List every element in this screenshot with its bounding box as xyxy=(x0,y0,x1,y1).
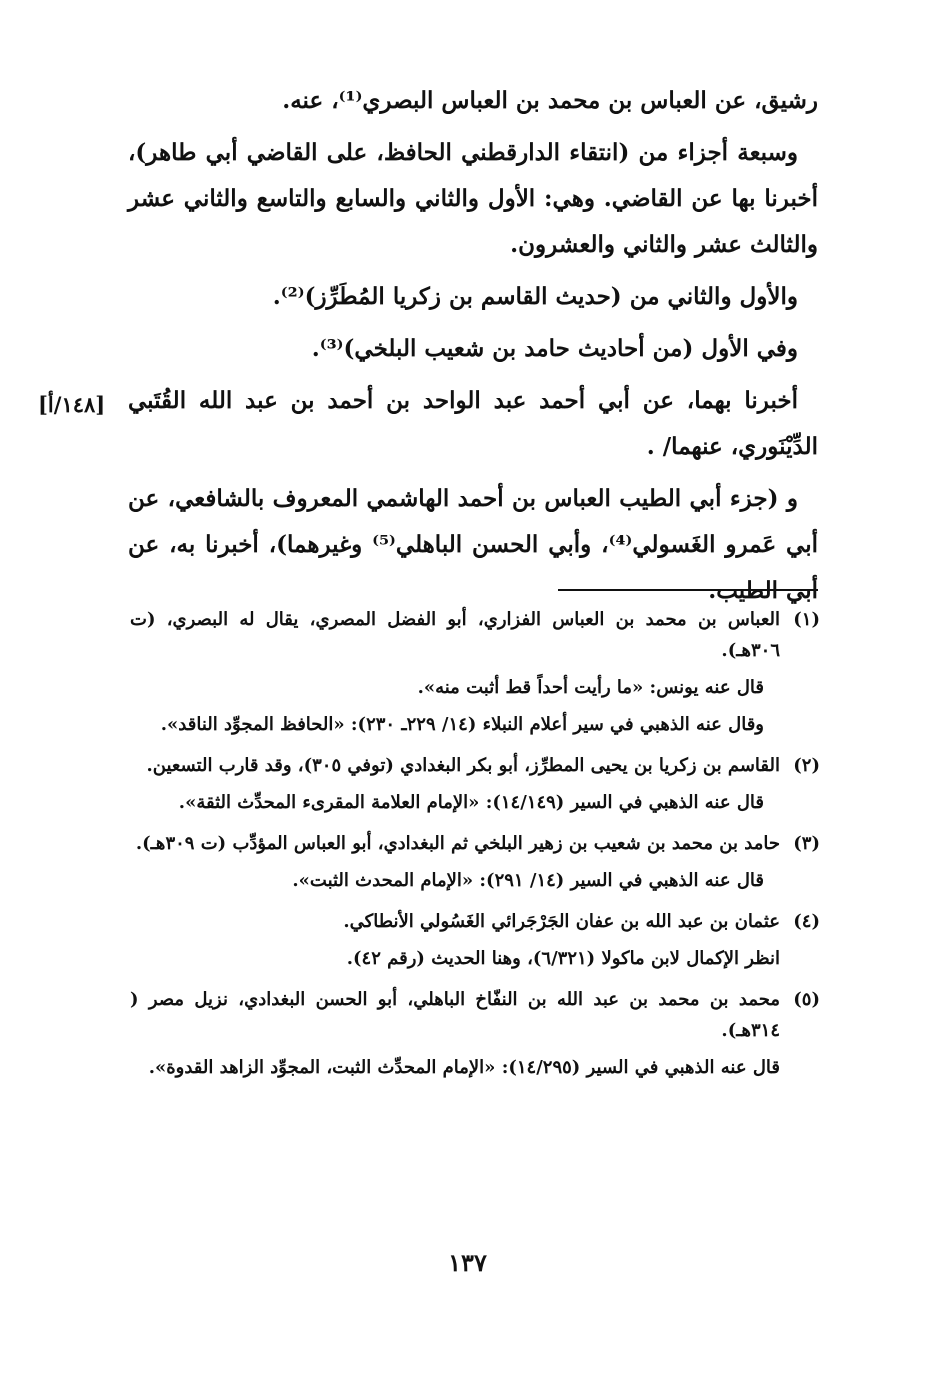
footnote-line: حامد بن محمد بن شعيب بن زهير البلخي ثم البغدادي، أبو العباس المؤدِّب (ت ٣٠٩هـ). xyxy=(135,833,780,854)
footnote-1 xyxy=(130,604,820,746)
paragraph-2: وسبعة أجزاء من (انتقاء الدارقطني الحافظ، على القاضي أبي طاهر)، أخبرنا بها عن القاضي. وهي: الأول والثاني والسابع والتاسع والثاني عشر والثالث عشر والثاني والعشرون. xyxy=(128,139,818,258)
footnote-body xyxy=(130,750,780,824)
footnote-number: (٣) xyxy=(793,833,820,854)
footnote-number: (٥) xyxy=(793,989,820,1010)
manuscript-folio-marker: [١٤٨/أ] xyxy=(38,392,106,417)
footnotes xyxy=(130,604,820,1093)
footnote-line: قال عنه يونس: «ما رأيت أحداً قط أثبت منه». xyxy=(417,677,764,698)
footnote-number: (١) xyxy=(793,609,820,630)
footnote-line: القاسم بن زكريا بن يحيى المطرِّز، أبو بكر البغدادي (توفي ٣٠٥)، وقد قارب التسعين. xyxy=(146,755,780,776)
paragraph-3: والأول والثاني من (حديث القاسم بن زكريا المُطَرِّز)⁽²⁾. xyxy=(272,283,798,310)
footnote-3 xyxy=(130,828,820,902)
footnote-body xyxy=(130,828,780,902)
footnote-line: عثمان بن عبد الله بن عفان الجَرْجَرائي الغَسُولي الأنطاكي. xyxy=(343,911,780,932)
footnote-5 xyxy=(130,984,820,1089)
footnote-4 xyxy=(130,906,820,980)
footnote-body xyxy=(130,604,780,746)
footnote-number: (٢) xyxy=(793,755,820,776)
paragraph-1: رشيق، عن العباس بن محمد بن العباس البصري⁽¹⁾، عنه. xyxy=(282,87,818,114)
footnote-2 xyxy=(130,750,820,824)
footnote-separator xyxy=(558,589,818,591)
footnote-line: العباس بن محمد بن العباس الفزاري، أبو الفضل المصري، يقال له البصري، (ت ٣٠٦هـ). xyxy=(130,609,780,661)
footnote-line: قال عنه الذهبي في السير (١٤/١٤٩): «الإمام العلامة المقرىء المحدِّث الثقة». xyxy=(178,792,764,813)
footnote-line: وقال عنه الذهبي في سير أعلام النبلاء (١٤/ ٢٢٩ـ ٢٣٠): «الحافظ المجوِّد الناقد». xyxy=(160,714,764,735)
footnote-line: قال عنه الذهبي في السير (١٤/ ٢٩١): «الإمام المحدث الثبت». xyxy=(292,870,764,891)
paragraph-5: أخبرنا بهما، عن أبي أحمد عبد الواحد بن أحمد بن عبد الله القُتَبي الدِّيْنَوري، عنهما/ . xyxy=(128,387,818,460)
main-text xyxy=(128,78,818,620)
footnote-body xyxy=(130,984,780,1089)
footnote-line: انظر الإكمال لابن ماكولا (٦/٣٢١)، وهنا الحديث (رقم ٤٢). xyxy=(346,948,780,969)
paragraph-6: و (جزء أبي الطيب العباس بن أحمد الهاشمي المعروف بالشافعي، عن أبي عَمرو الغَسولي⁽⁴⁾، وأبي الحسن الباهلي⁽⁵⁾ وغيرهما)، أخبرنا به، عن أبي الطيب. xyxy=(128,485,819,604)
paragraph-4: وفي الأول (من أحاديث حامد بن شعيب البلخي)⁽³⁾. xyxy=(311,335,798,362)
footnote-number: (٤) xyxy=(793,911,820,932)
footnote-line: محمد بن محمد بن عبد الله بن النفّاخ الباهلي، أبو الحسن البغدادي، نزيل مصر ( ٣١٤هـ). xyxy=(130,989,780,1041)
footnote-line: قال عنه الذهبي في السير (١٤/٢٩٥): «الإمام المحدِّث الثبت، المجوِّد الزاهد القدوة». xyxy=(148,1057,780,1078)
footnote-body xyxy=(130,906,780,980)
page-number: ١٣٧ xyxy=(448,1248,487,1277)
